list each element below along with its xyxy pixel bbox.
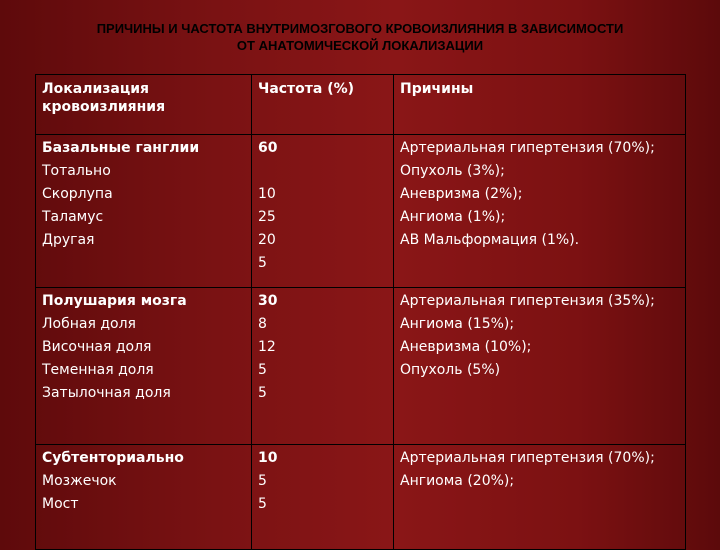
location-group: Полушария мозга <box>42 293 187 309</box>
location-item: Скорлупа <box>42 186 113 202</box>
table-row <box>36 445 686 550</box>
cause-item: Артериальная гипертензия (35%); <box>400 293 655 309</box>
frequency-item: 10 <box>258 186 276 202</box>
location-item: Тотально <box>42 163 111 179</box>
title-line-1: ПРИЧИНЫ И ЧАСТОТА ВНУТРИМОЗГОВОГО КРОВОИЗЛИЯНИЯ В ЗАВИСИМОСТИ <box>96 21 624 36</box>
frequency-group: 30 <box>258 293 278 309</box>
frequency-item: 5 <box>258 255 267 271</box>
causes-cell <box>394 288 686 445</box>
location-group: Субтенториально <box>42 450 184 466</box>
table-row <box>36 288 686 445</box>
frequency-cell <box>252 135 394 288</box>
location-cell <box>36 135 252 288</box>
cause-item: Аневризма (2%); <box>400 186 523 202</box>
header-causes: Причины <box>394 75 686 135</box>
location-item: Височная доля <box>42 339 152 355</box>
causes-cell <box>394 445 686 550</box>
cause-item: Опухоль (5%) <box>400 362 501 378</box>
location-item: Лобная доля <box>42 316 136 332</box>
header-location-line-1: Локализация <box>42 81 150 97</box>
slide-title <box>0 20 720 54</box>
location-group: Базальные ганглии <box>42 140 200 156</box>
frequency-item: 12 <box>258 339 276 355</box>
location-cell <box>36 445 252 550</box>
cause-item: АВ Мальформация (1%). <box>400 232 580 248</box>
frequency-group: 60 <box>258 140 278 156</box>
frequency-cell <box>252 288 394 445</box>
frequency-cell <box>252 445 394 550</box>
frequency-item: 5 <box>258 362 267 378</box>
cause-item: Аневризма (10%); <box>400 339 532 355</box>
table-header-row <box>36 75 686 135</box>
cause-item: Ангиома (15%); <box>400 316 515 332</box>
frequency-item: 5 <box>258 473 267 489</box>
title-line-2: ОТ АНАТОМИЧЕСКОЙ ЛОКАЛИЗАЦИИ <box>236 38 484 53</box>
header-location <box>36 75 252 135</box>
cause-item: Артериальная гипертензия (70%); <box>400 140 655 156</box>
location-cell <box>36 288 252 445</box>
frequency-group: 10 <box>258 450 278 466</box>
frequency-item: 25 <box>258 209 276 225</box>
frequency-item: 5 <box>258 496 267 512</box>
location-item: Мост <box>42 496 79 512</box>
location-item: Мозжечок <box>42 473 117 489</box>
table-row <box>36 135 686 288</box>
header-frequency: Частота (%) <box>252 75 394 135</box>
cause-item: Опухоль (3%); <box>400 163 505 179</box>
cause-item: Ангиома (1%); <box>400 209 506 225</box>
location-item: Другая <box>42 232 95 248</box>
location-item: Таламус <box>42 209 104 225</box>
frequency-item: 5 <box>258 385 267 401</box>
causes-cell <box>394 135 686 288</box>
cause-item: Ангиома (20%); <box>400 473 515 489</box>
frequency-gap <box>258 160 387 183</box>
header-location-line-2: кровоизлияния <box>42 99 166 115</box>
frequency-item: 20 <box>258 232 276 248</box>
location-item: Затылочная доля <box>42 385 171 401</box>
location-item: Теменная доля <box>42 362 154 378</box>
hemorrhage-table <box>35 74 686 550</box>
cause-item: Артериальная гипертензия (70%); <box>400 450 655 466</box>
frequency-item: 8 <box>258 316 267 332</box>
